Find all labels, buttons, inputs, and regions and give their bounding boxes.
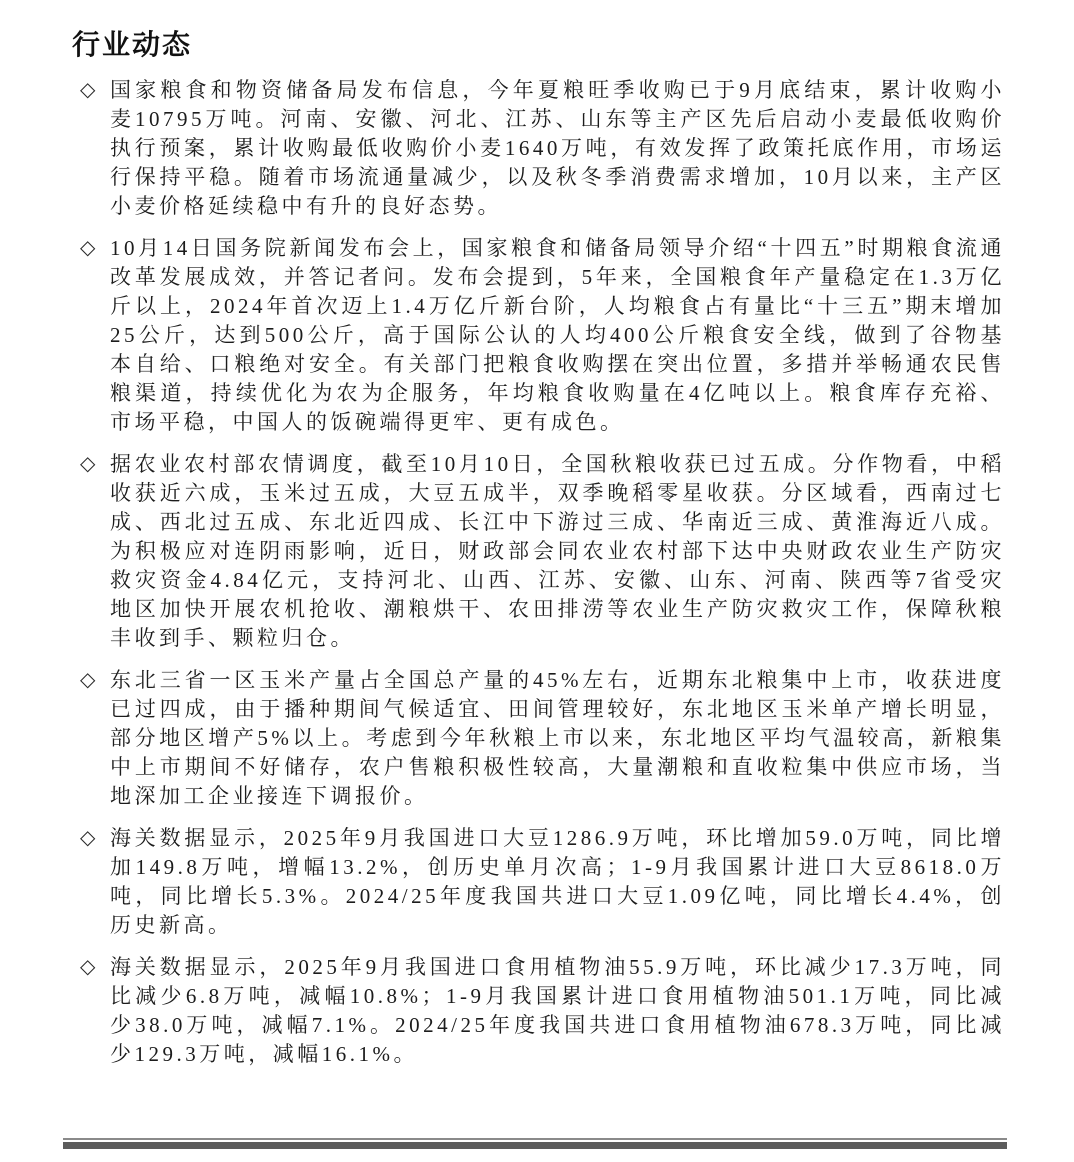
footer-divider — [63, 1138, 1007, 1149]
diamond-bullet-icon: ◇ — [80, 956, 96, 978]
news-item-text: 据农业农村部农情调度，截至10月10日，全国秋粮收获已过五成。分作物看，中稻收获近六成，玉米过五成，大豆五成半，双季晚稻零星收获。分区域看，西南过七成、西北过五成、东北近四成、长江中下游过三成、华南近三成、黄淮海近八成。为积极应对连阴雨影响，近日，财政部会同农业农村部下达中央财政农业生产防灾救灾资金4.84亿元，支持河北、山西、江苏、安徽、山东、河南、陕西等7省受灾地区加快开展农机抢收、潮粮烘干、农田排涝等农业生产防灾救灾工作，保障秋粮丰收到手、颗粒归仓。 — [110, 452, 1005, 650]
news-item-soybean-imports — [72, 824, 1005, 940]
footer-rule-thick — [63, 1142, 1007, 1149]
news-list — [72, 76, 1005, 1069]
diamond-bullet-icon: ◇ — [80, 453, 96, 475]
news-item-text: 10月14日国务院新闻发布会上，国家粮食和储备局领导介绍“十四五”时期粮食流通改革发展成效，并答记者问。发布会提到，5年来，全国粮食年产量稳定在1.3万亿斤以上，2024年首次迈上1.4万亿斤新台阶，人均粮食占有量比“十三五”期末增加25公斤，达到500公斤，高于国际公认的人均400公斤粮食安全线，做到了谷物基本自给、口粮绝对安全。有关部门把粮食收购摆在突出位置，多措并举畅通农民售粮渠道，持续优化为农为企服务，年均粮食收购量在4亿吨以上。粮食库存充裕、市场平稳，中国人的饭碗端得更牢、更有成色。 — [110, 236, 1005, 434]
news-item-autumn-harvest — [72, 450, 1005, 653]
news-item-vegetable-oil-imports — [72, 953, 1005, 1069]
diamond-bullet-icon: ◇ — [80, 669, 96, 691]
news-item-text: 国家粮食和物资储备局发布信息，今年夏粮旺季收购已于9月底结束，累计收购小麦10795万吨。河南、安徽、河北、江苏、山东等主产区先后启动小麦最低收购价执行预案，累计收购最低收购价小麦1640万吨，有效发挥了政策托底作用，市场运行保持平稳。随着市场流通量减少，以及秋冬季消费需求增加，10月以来，主产区小麦价格延续稳中有升的良好态势。 — [110, 78, 1005, 218]
footer-rule-thin — [63, 1138, 1007, 1140]
news-item-text: 东北三省一区玉米产量占全国总产量的45%左右，近期东北粮集中上市，收获进度已过四成，由于播种期间气候适宜、田间管理较好，东北地区玉米单产增长明显，部分地区增产5%以上。考虑到今年秋粮上市以来，东北地区平均气温较高，新粮集中上市期间不好储存，农户售粮积极性较高，大量潮粮和直收粒集中供应市场，当地深加工企业接连下调报价。 — [110, 668, 1005, 808]
news-item-press-conference — [72, 234, 1005, 437]
news-item-wheat-purchase — [72, 76, 1005, 221]
news-item-text: 海关数据显示，2025年9月我国进口大豆1286.9万吨，环比增加59.0万吨，同比增加149.8万吨，增幅13.2%，创历史单月次高；1-9月我国累计进口大豆8618.0万吨，同比增长5.3%。2024/25年度我国共进口大豆1.09亿吨，同比增长4.4%，创历史新高。 — [110, 826, 1005, 937]
news-item-text: 海关数据显示，2025年9月我国进口食用植物油55.9万吨，环比减少17.3万吨，同比减少6.8万吨，减幅10.8%；1-9月我国累计进口食用植物油501.1万吨，同比减少38.0万吨，减幅7.1%。2024/25年度我国共进口食用植物油678.3万吨，同比减少129.3万吨，减幅16.1%。 — [110, 955, 1005, 1066]
diamond-bullet-icon: ◇ — [80, 827, 96, 849]
page-title: 行业动态 — [72, 29, 193, 60]
diamond-bullet-icon: ◇ — [80, 237, 96, 259]
diamond-bullet-icon: ◇ — [80, 79, 96, 101]
news-item-northeast-corn — [72, 666, 1005, 811]
